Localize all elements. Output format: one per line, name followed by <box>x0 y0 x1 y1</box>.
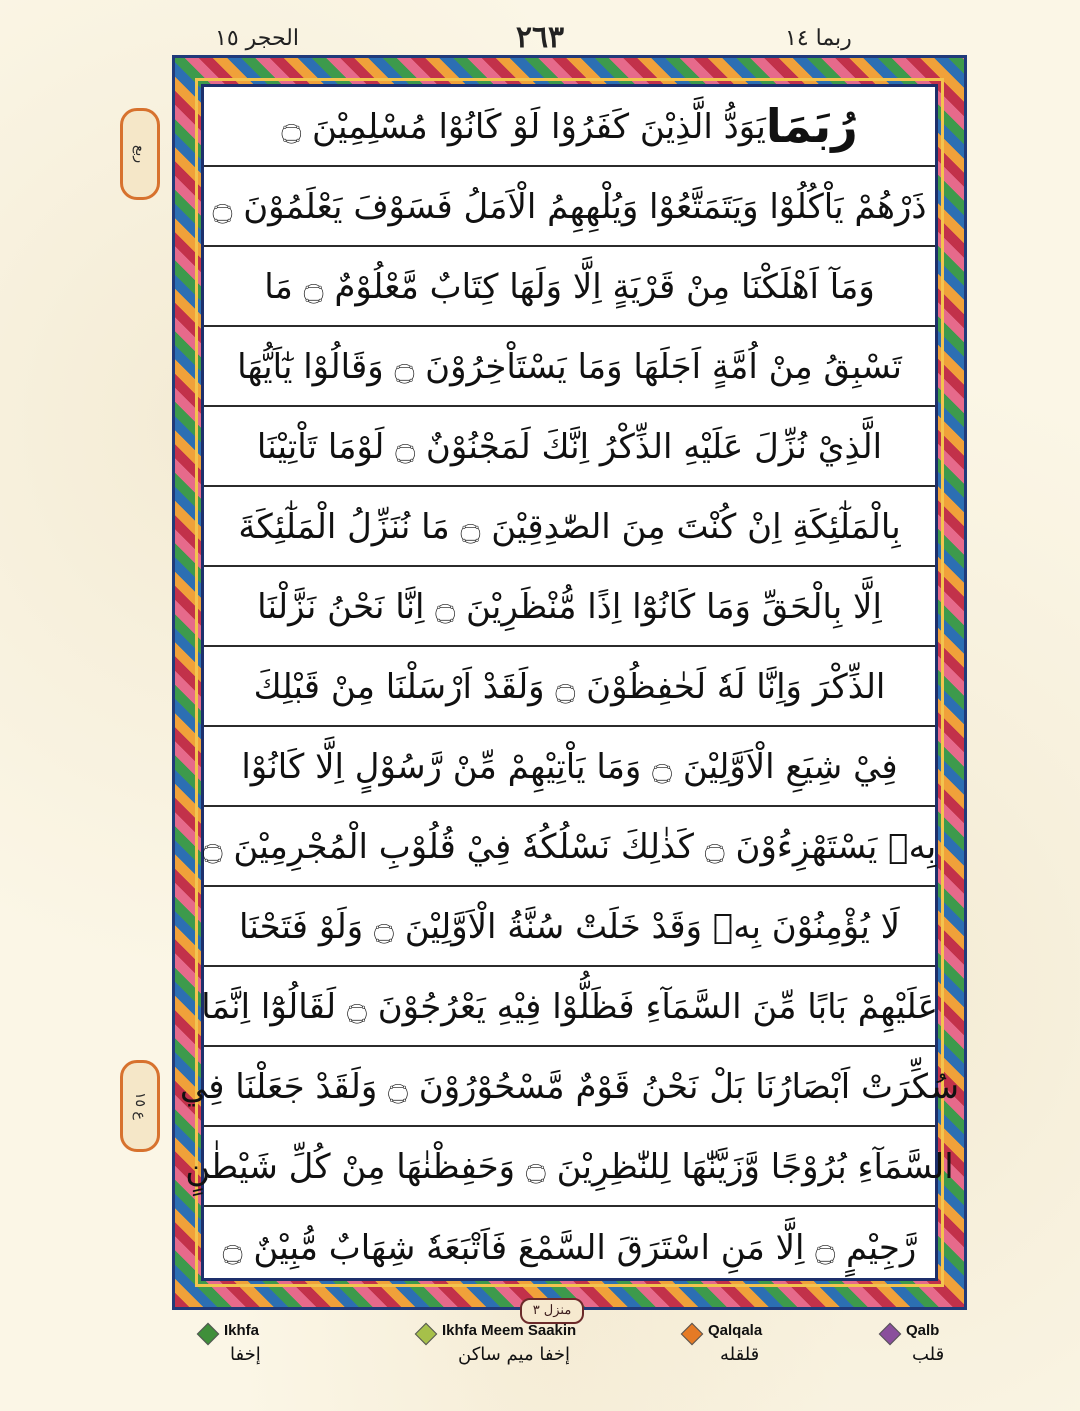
verse-line <box>204 887 935 967</box>
verse-text: الذِّكْرَ وَاِنَّا لَهٗ لَحٰفِظُوْنَ ۝ وَلَقَدْ اَرْسَلْنَا مِنْ قَبْلِكَ <box>253 666 886 707</box>
verse-line <box>204 167 935 247</box>
verse-text: عَلَيْهِمْ بَابًا مِّنَ السَّمَآءِ فَظَلُّوْا فِيْهِ يَعْرُجُوْنَ ۝ لَقَالُوْٓا اِنَّمَا <box>201 986 938 1027</box>
verse-text: بِهٖ يَسْتَهْزِءُوْنَ ۝ كَذٰلِكَ نَسْلُكُهٗ فِيْ قُلُوْبِ الْمُجْرِمِيْنَ ۝ <box>202 826 937 867</box>
legend-urdu-label: إخفا میم ساکن <box>458 1344 571 1365</box>
verse-text: وَمَآ اَهْلَكْنَا مِنْ قَرْيَةٍ اِلَّا وَلَهَا كِتَابٌ مَّعْلُوْمٌ ۝ مَا <box>264 266 875 307</box>
verse-panel <box>179 84 960 1281</box>
verse-line <box>204 727 935 807</box>
verse-text: يَوَدُّ الَّذِيْنَ كَفَرُوْا لَوْ كَانُوْا مُسْلِمِيْنَ ۝ <box>281 106 766 147</box>
diamond-icon <box>415 1323 438 1346</box>
legend-label: Qalb <box>906 1322 940 1339</box>
verse-line <box>204 87 935 167</box>
verse-text: لَا يُؤْمِنُوْنَ بِهٖ وَقَدْ خَلَتْ سُنَّةُ الْاَوَّلِيْنَ ۝ وَلَوْ فَتَحْنَا <box>238 906 901 947</box>
legend-urdu-label: إخفا <box>230 1344 261 1365</box>
verse-line <box>204 327 935 407</box>
verse-line <box>204 807 935 887</box>
verse-line <box>179 1047 960 1127</box>
verse-line <box>204 647 935 727</box>
diamond-icon <box>879 1323 902 1346</box>
surah-name: الحجر ١٥ <box>215 26 299 51</box>
verse-line <box>204 1207 935 1287</box>
verse-text: ذَرْهُمْ يَاْكُلُوْا وَيَتَمَتَّعُوْا وَيُلْهِهِمُ الْاَمَلُ فَسَوْفَ يَعْلَمُوْنَ ۝ <box>212 186 927 227</box>
legend-label: Ikhfa Meem Saakin <box>442 1322 577 1339</box>
legend-urdu-label: قلقله <box>720 1344 760 1365</box>
verse-line <box>204 567 935 647</box>
verse-first-word: رُبَمَا <box>765 99 858 153</box>
page-number: ٢٦٣ <box>515 20 565 55</box>
verse-line <box>201 967 938 1047</box>
verse-line <box>204 247 935 327</box>
page-header <box>0 18 1080 58</box>
ruku-marker-bottom: ع ١٥ <box>120 1060 160 1152</box>
verse-text: سُكِّرَتْ اَبْصَارُنَا بَلْ نَحْنُ قَوْمٌ مَّسْحُوْرُوْنَ ۝ وَلَقَدْ جَعَلْنَا فِي <box>179 1066 960 1107</box>
legend-label: Qalqala <box>708 1322 763 1339</box>
verse-text: السَّمَآءِ بُرُوْجًا وَّزَيَّنّٰهَا لِلنّٰظِرِيْنَ ۝ وَحَفِظْنٰهَا مِنْ كُلِّ شَيْطٰنٍ <box>185 1146 954 1187</box>
ruku-marker-top: ربع <box>120 108 160 200</box>
tajweed-legend <box>0 1322 1080 1392</box>
ornamental-border <box>172 55 967 1310</box>
para-name: ربما ١٤ <box>785 26 852 51</box>
verse-text: الَّذِيْ نُزِّلَ عَلَيْهِ الذِّكْرُ اِنَّكَ لَمَجْنُوْنٌ ۝ لَوْمَا تَاْتِيْنَا <box>256 426 883 467</box>
verse-text: رَّجِيْمٍ ۝ اِلَّا مَنِ اسْتَرَقَ السَّمْعَ فَاَتْبَعَهٗ شِهَابٌ مُّبِيْنٌ ۝ <box>222 1227 917 1268</box>
verse-line <box>204 407 935 487</box>
verse-text: فِيْ شِيَعِ الْاَوَّلِيْنَ ۝ وَمَا يَاْتِيْهِمْ مِّنْ رَّسُوْلٍ اِلَّا كَانُوْا <box>241 746 898 787</box>
verse-text: اِلَّا بِالْحَقِّ وَمَا كَانُوْٓا اِذًا مُّنْظَرِيْنَ ۝ اِنَّا نَحْنُ نَزَّلْنَا <box>257 586 882 627</box>
manzil-label: منزل ٣ <box>520 1298 584 1324</box>
diamond-icon <box>681 1323 704 1346</box>
legend-urdu-label: قلب <box>912 1344 945 1365</box>
verse-line <box>204 487 935 567</box>
legend-label: Ikhfa <box>224 1322 260 1339</box>
verse-text: بِالْمَلٰٓئِكَةِ اِنْ كُنْتَ مِنَ الصّٰدِقِيْنَ ۝ مَا نُنَزِّلُ الْمَلٰٓئِكَةَ <box>238 506 901 547</box>
diamond-icon <box>197 1323 220 1346</box>
verse-line <box>185 1127 954 1207</box>
verse-text: تَسْبِقُ مِنْ اُمَّةٍ اَجَلَهَا وَمَا يَسْتَاْخِرُوْنَ ۝ وَقَالُوْا يٰٓاَيُّهَا <box>237 346 902 387</box>
